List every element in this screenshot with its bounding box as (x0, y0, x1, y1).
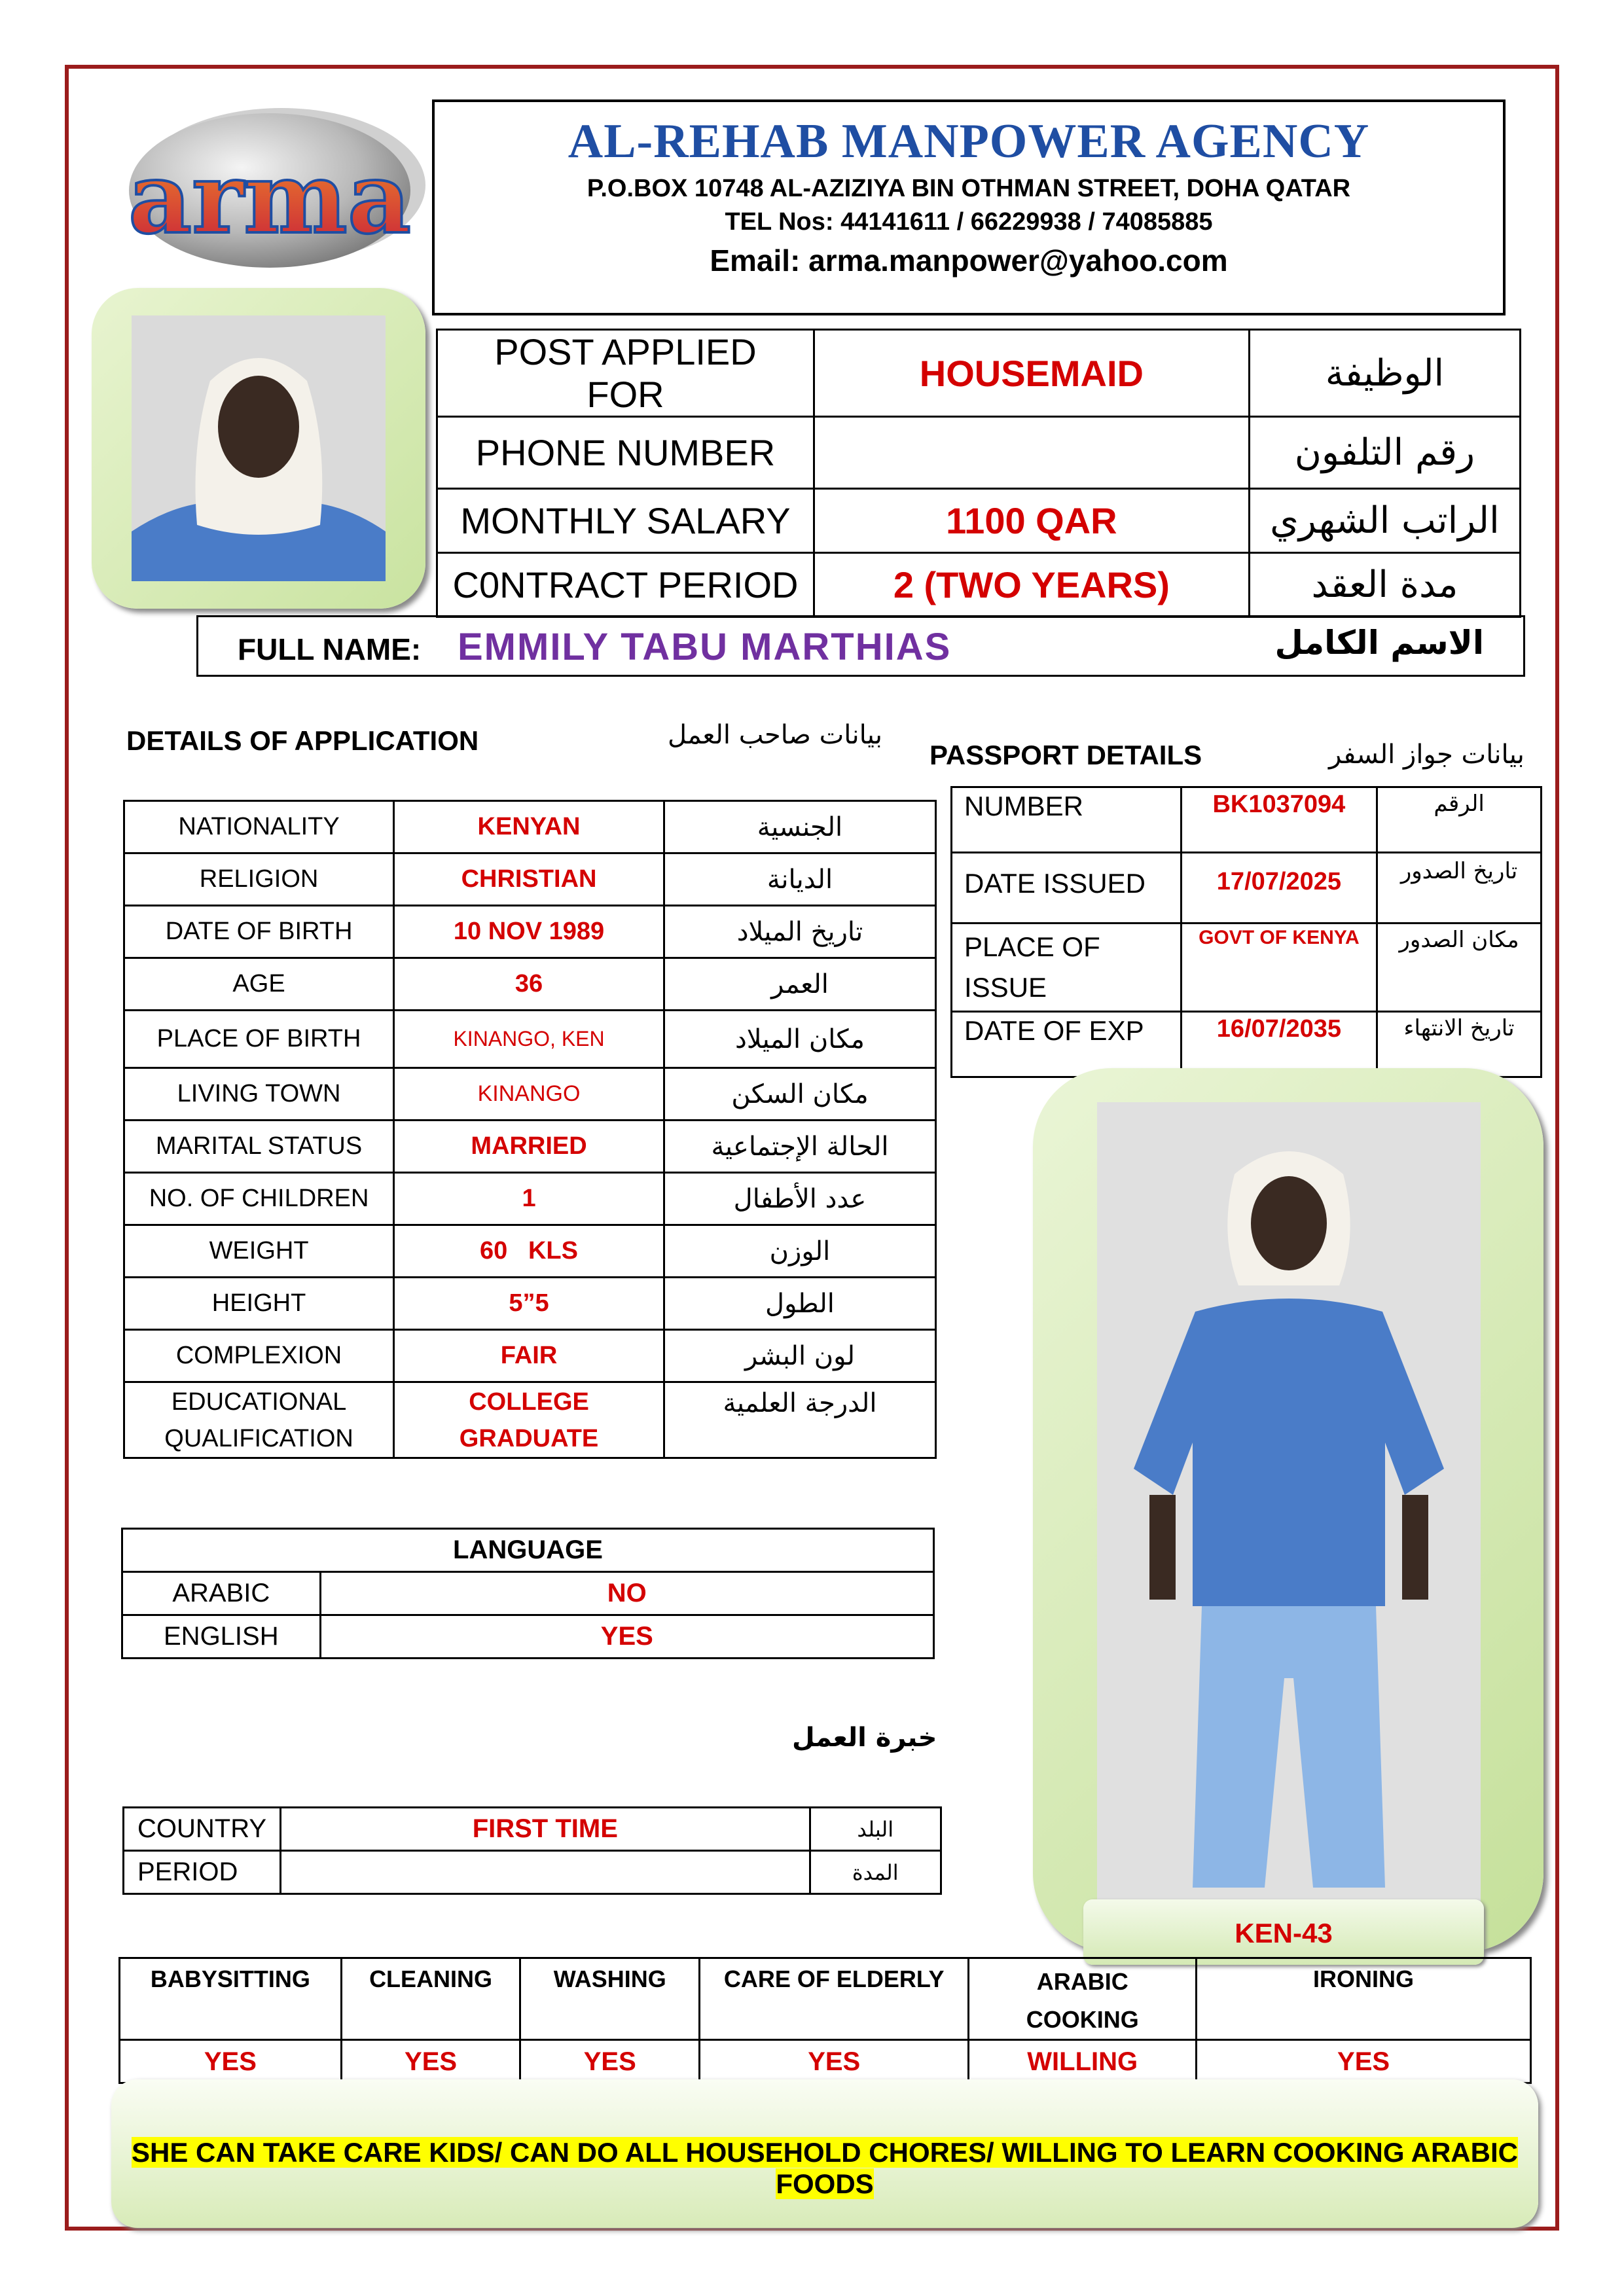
date-exp-label-ar: تاريخ الانتهاء (1377, 1012, 1542, 1077)
agency-logo (118, 101, 432, 278)
table-row (124, 853, 936, 906)
pob-label-ar: مكان الميلاد (664, 1011, 935, 1068)
portrait-photo-frame (92, 288, 425, 609)
portrait-photo (132, 315, 386, 581)
place-issue-label-ar: مكان الصدور (1377, 924, 1542, 1012)
nationality-label-ar: الجنسية (664, 801, 935, 853)
skill-value-babysitting: YES (120, 2040, 342, 2083)
arabic-label: ARABIC (122, 1572, 321, 1615)
skills-value-row (120, 2040, 1531, 2083)
passport-title-ar: بيانات جواز السفر (1329, 740, 1525, 770)
period-label: PERIOD (124, 1851, 281, 1894)
contract-row (437, 553, 1521, 617)
arabic-value: NO (320, 1572, 933, 1615)
remarks-text-wrap (111, 2137, 1538, 2200)
table-row (124, 1225, 936, 1278)
phone-value (814, 417, 1249, 489)
table-row (124, 1121, 936, 1173)
experience-table (122, 1806, 942, 1895)
reference-code: KEN-43 (1083, 1899, 1484, 1965)
agency-email: Email: arma.manpower@yahoo.com (710, 243, 1228, 278)
salary-value: 1100 QAR (814, 489, 1249, 553)
complexion-value: FAIR (394, 1330, 664, 1382)
table-row (124, 1808, 941, 1851)
table-row (122, 1615, 934, 1659)
religion-value: CHRISTIAN (394, 853, 664, 906)
table-row (124, 1330, 936, 1382)
language-table (121, 1528, 935, 1659)
table-row (124, 1011, 936, 1068)
application-table (123, 800, 937, 1459)
children-label: NO. OF CHILDREN (124, 1173, 394, 1225)
post-value: HOUSEMAID (814, 330, 1249, 417)
agency-header (432, 99, 1506, 315)
table-row (952, 1012, 1542, 1077)
table-row (124, 906, 936, 958)
education-label: EDUCATIONAL QUALIFICATION (124, 1382, 394, 1458)
place-issue-label: PLACE OF ISSUE (952, 924, 1182, 1012)
logo-text: arma (128, 141, 412, 256)
passport-number-value: BK1037094 (1181, 787, 1377, 853)
contract-label-ar: مدة العقد (1249, 553, 1520, 617)
education-label-ar: الدرجة العلمية (664, 1382, 935, 1458)
date-issued-label-ar: تاريخ الصدور (1377, 853, 1542, 924)
complexion-label: COMPLEXION (124, 1330, 394, 1382)
skill-value-elderly: YES (700, 2040, 969, 2083)
phone-label: PHONE NUMBER (437, 417, 814, 489)
children-label-ar: عدد الأطفال (664, 1173, 935, 1225)
application-title-ar: بيانات صاحب العمل (668, 720, 882, 750)
religion-label: RELIGION (124, 853, 394, 906)
country-value: FIRST TIME (281, 1808, 810, 1851)
complexion-label-ar: لون البشر (664, 1330, 935, 1382)
dob-value: 10 NOV 1989 (394, 906, 664, 958)
marital-label: MARITAL STATUS (124, 1121, 394, 1173)
table-row (124, 1278, 936, 1330)
language-title: LANGUAGE (122, 1529, 934, 1572)
date-issued-value: 17/07/2025 (1181, 853, 1377, 924)
phone-row (437, 417, 1521, 489)
period-value (281, 1851, 810, 1894)
job-summary-table (436, 329, 1521, 618)
post-label: POST APPLIED FOR (437, 330, 814, 417)
remarks-box (111, 2079, 1538, 2228)
age-label-ar: العمر (664, 958, 935, 1011)
skills-table (118, 1957, 1532, 2084)
skill-value-arabic-cooking: WILLING (969, 2040, 1197, 2083)
skill-header-cleaning: CLEANING (341, 1958, 520, 2040)
town-label-ar: مكان السكن (664, 1068, 935, 1121)
table-row (124, 1851, 941, 1894)
skill-header-elderly: CARE OF ELDERLY (700, 1958, 969, 2040)
education-value: COLLEGE GRADUATE (394, 1382, 664, 1458)
agency-address: P.O.BOX 10748 AL-AZIZIYA BIN OTHMAN STREET, DOHA QATAR (586, 175, 1351, 202)
contract-value: 2 (TWO YEARS) (814, 553, 1249, 617)
country-label-ar: البلد (810, 1808, 941, 1851)
marital-value: MARRIED (394, 1121, 664, 1173)
country-label: COUNTRY (124, 1808, 281, 1851)
skill-value-ironing: YES (1197, 2040, 1531, 2083)
table-row (952, 787, 1542, 853)
full-name-label-ar: الاسم الكامل (1274, 624, 1484, 662)
skill-header-babysitting: BABYSITTING (120, 1958, 342, 2040)
table-row (124, 958, 936, 1011)
person-portrait-icon (132, 315, 386, 581)
pob-label: PLACE OF BIRTH (124, 1011, 394, 1068)
experience-title-ar: خبرة العمل (792, 1723, 937, 1753)
passport-number-label: NUMBER (952, 787, 1182, 853)
passport-table (950, 786, 1542, 1078)
nationality-value: KENYAN (394, 801, 664, 853)
agency-tel: TEL Nos: 44141611 / 66229938 / 74085885 (725, 208, 1213, 236)
age-label: AGE (124, 958, 394, 1011)
post-label-ar: الوظيفة (1249, 330, 1520, 417)
weight-label-ar: الوزن (664, 1225, 935, 1278)
height-value: 5”5 (394, 1278, 664, 1330)
english-label: ENGLISH (122, 1615, 321, 1659)
table-row (122, 1572, 934, 1615)
skill-header-washing: WASHING (520, 1958, 700, 2040)
skill-header-ironing: IRONING (1197, 1958, 1531, 2040)
table-row (124, 1382, 936, 1458)
full-name-value: EMMILY TABU MARTHIAS (458, 626, 952, 668)
post-row (437, 330, 1521, 417)
full-name-label: FULL NAME: (238, 632, 422, 666)
place-issue-value: GOVT OF KENYA (1181, 924, 1377, 1012)
passport-number-label-ar: الرقم (1377, 787, 1542, 853)
period-label-ar: المدة (810, 1851, 941, 1894)
full-body-photo-frame (1033, 1068, 1543, 1952)
weight-label: WEIGHT (124, 1225, 394, 1278)
salary-label-ar: الراتب الشهري (1249, 489, 1520, 553)
pob-value: KINANGO, KEN (394, 1011, 664, 1068)
age-value: 36 (394, 958, 664, 1011)
table-row (124, 1068, 936, 1121)
dob-label-ar: تاريخ الميلاد (664, 906, 935, 958)
table-row (952, 853, 1542, 924)
remarks-text: SHE CAN TAKE CARE KIDS/ CAN DO ALL HOUSEHOLD CHORES/ WILLING TO LEARN COOKING ARABIC FOODS (132, 2137, 1518, 2199)
table-row (124, 801, 936, 853)
skill-header-arabic-cooking: ARABIC COOKING (969, 1958, 1197, 2040)
full-name-box (196, 615, 1525, 677)
religion-label-ar: الديانة (664, 853, 935, 906)
dob-label: DATE OF BIRTH (124, 906, 394, 958)
english-value: YES (320, 1615, 933, 1659)
application-title: DETAILS OF APPLICATION (126, 725, 479, 756)
table-row (124, 1173, 936, 1225)
date-exp-value: 16/07/2035 (1181, 1012, 1377, 1077)
arma-logo-icon (118, 101, 432, 278)
skill-value-washing: YES (520, 2040, 700, 2083)
town-label: LIVING TOWN (124, 1068, 394, 1121)
table-row (122, 1529, 934, 1572)
marital-label-ar: الحالة الإجتماعية (664, 1121, 935, 1173)
salary-label: MONTHLY SALARY (437, 489, 814, 553)
salary-row (437, 489, 1521, 553)
children-value: 1 (394, 1173, 664, 1225)
full-body-photo (1097, 1102, 1481, 1935)
table-row (952, 924, 1542, 1012)
weight-value: 60 KLS (394, 1225, 664, 1278)
phone-label-ar: رقم التلفون (1249, 417, 1520, 489)
height-label: HEIGHT (124, 1278, 394, 1330)
date-exp-label: DATE OF EXP (952, 1012, 1182, 1077)
agency-title: AL-REHAB MANPOWER AGENCY (568, 115, 1370, 168)
date-issued-label: DATE ISSUED (952, 853, 1182, 924)
nationality-label: NATIONALITY (124, 801, 394, 853)
person-full-body-icon (1097, 1102, 1481, 1935)
skills-header-row (120, 1958, 1531, 2040)
contract-label: C0NTRACT PERIOD (437, 553, 814, 617)
skill-value-cleaning: YES (341, 2040, 520, 2083)
town-value: KINANGO (394, 1068, 664, 1121)
passport-title: PASSPORT DETAILS (929, 740, 1202, 770)
height-label-ar: الطول (664, 1278, 935, 1330)
